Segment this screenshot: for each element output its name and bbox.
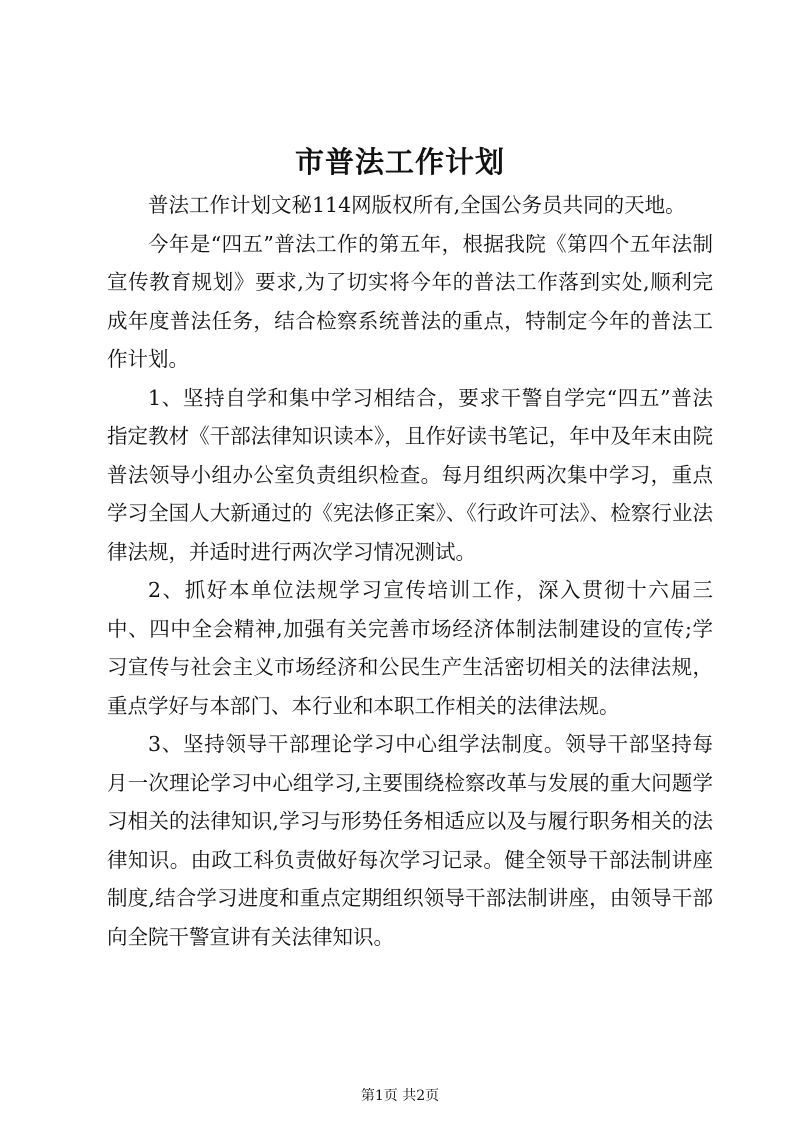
paragraph-item-3: 3、坚持领导干部理论学习中心组学法制度。领导干部坚持每月一次理论学习中心组学习,主要围绕检察改革与发展的重大问题学习相关的法律知识,学习与形势任务相适应以及与履行职务相关的法律知识。由政工科负责做好每次学习记录。健全领导干部法制讲座制度,结合学习进度和重点定期组织领导干部法制讲座，由领导干部向全院干警宣讲有关法律知识。 (107, 732, 713, 949)
paragraph-copyright-note: 普法工作计划文秘114网版权所有,全国公务员共同的天地。 (148, 193, 686, 217)
paragraph-introduction: 今年是“四五”普法工作的第五年，根据我院《第四个五年法制宣传教育规划》要求,为了切实将今年的普法工作落到实处,顺利完成年度普法任务，结合检察系统普法的重点，特制定今年的普法工作计划。 (107, 231, 713, 371)
page-number-footer: 第1页 共2页 (360, 1088, 440, 1104)
paragraph-item-2: 2、抓好本单位法规学习宣传培训工作，深入贯彻十六届三中、四中全会精神,加强有关完善市场经济体制法制建设的宣传;学习宣传与社会主义市场经济和公民生产生活密切相关的法律法规，重点学好与本部门、本行业和本职工作相关的法律法规。 (107, 578, 713, 718)
paragraph-item-1: 1、坚持自学和集中学习相结合，要求干警自学完“四五”普法指定教材《干部法律知识读本》，且作好读书笔记，年中及年末由院普法领导小组办公室负责组织检查。每月组织两次集中学习，重点学习全国人大新通过的《宪法修正案》、《行政许可法》、检察行业法律法规，并适时进行两次学习情况测试。 (107, 385, 713, 564)
document-body (107, 186, 713, 956)
document-title: 市普法工作计划 (294, 145, 505, 179)
